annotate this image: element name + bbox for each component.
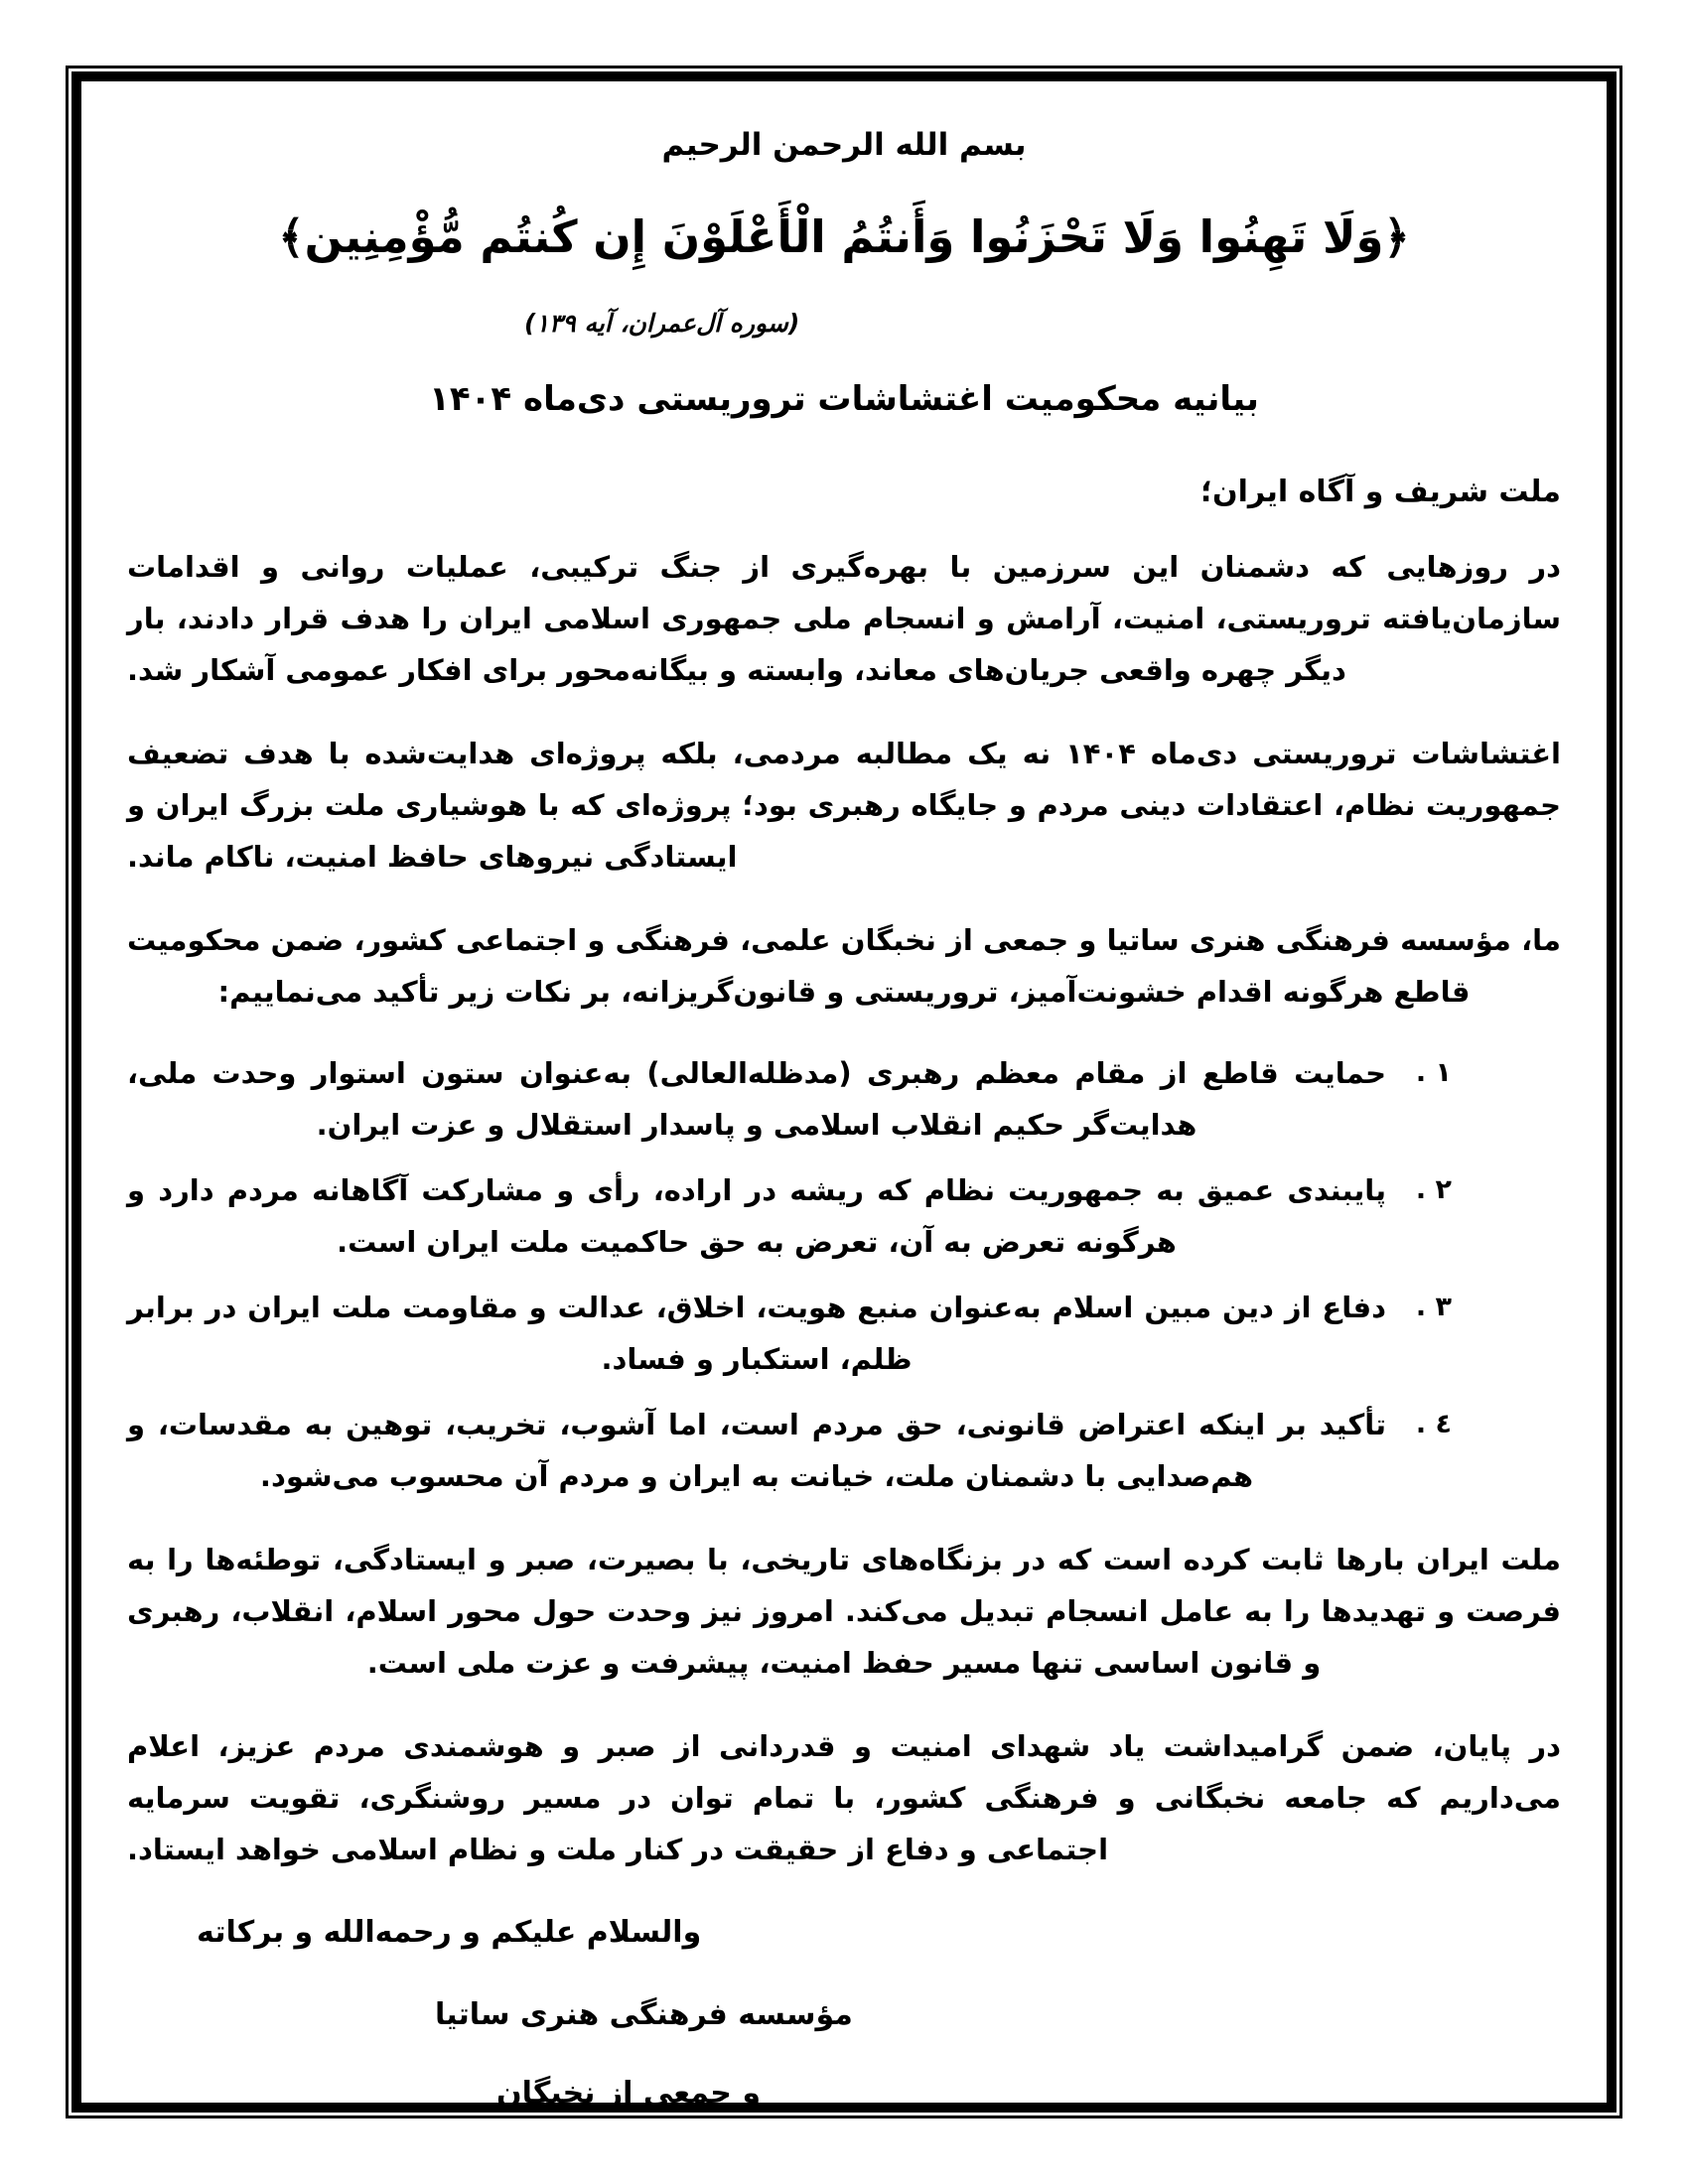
points-list xyxy=(127,1047,1561,1502)
signature-organization: مؤسسه فرهنگی هنری ساتیا xyxy=(435,1997,853,2032)
list-item-text: تأکید بر اینکه اعتراض قانونی، حق مردم است، اما آشوب، تخریب، توهین به مقدسات، و هم‌صدایی با دشمنان ملت، خیانت به ایران و مردم آن محسوب می‌شود. xyxy=(127,1408,1386,1493)
list-item-text: پایبندی عمیق به جمهوریت نظام که ریشه در اراده، رأی و مشارکت آگاهانه مردم دارد و هرگونه تعرض به آن، تعرض به حق حاکمیت ملت ایران است. xyxy=(127,1173,1386,1259)
statement-title: بیانیه محکومیت اغتشاشات تروریستی دی‌ماه ۱۴۰۴ xyxy=(429,379,1259,419)
quran-verse: ﴿وَلَا تَهِنُوا وَلَا تَحْزَنُوا وَأَنتُمُ الْأَعْلَوْنَ إِن كُنتُم مُّؤْمِنِين﴾ xyxy=(278,210,1410,263)
list-item xyxy=(127,1282,1452,1385)
list-item-number: ۱ . xyxy=(1415,1057,1452,1088)
paragraph-nation: ملت ایران بارها ثابت کرده است که در بزنگاه‌های تاریخی، با بصیرت، صبر و ایستادگی، توطئه‌ها را به فرصت و تهدیدها را به عامل انسجام تبدیل می‌کند. امروز نیز وحدت حول محور اسلام، انقلاب، رهبری و قانون اساسی تنها مسیر حفظ امنیت، پیشرفت و عزت ملی است. xyxy=(127,1543,1561,1680)
verse-citation: (سوره آل‌عمران، آیه ۱۳۹) xyxy=(524,309,800,338)
list-item-number: ٤ . xyxy=(1415,1409,1452,1439)
list-item-text: حمایت قاطع از مقام معظم رهبری (مدظله‌العالی) به‌عنوان ستون استوار وحدت ملی، هدایت‌گر حکیم انقلاب اسلامی و پاسدار استقلال و عزت ایران. xyxy=(127,1056,1386,1142)
statement-content xyxy=(81,81,1607,2111)
paragraph-closing: در پایان، ضمن گرامیداشت یاد شهدای امنیت و قدردانی از صبر و هوشمندی مردم عزیز، اعلام می‌داریم که جامعه نخبگانی و فرهنگی کشور، با تمام توان در مسیر روشنگری، تقویت سرمایه اجتماعی و دفاع از حقیقت در کنار ملت و نظام اسلامی خواهد ایستاد. xyxy=(127,1729,1561,1866)
list-item xyxy=(127,1047,1452,1151)
paragraph-intro: در روزهایی که دشمنان این سرزمین با بهره‌گیری از جنگ ترکیبی، عملیات روانی و اقدامات سازمان‌یافته تروریستی، امنیت، آرامش و انسجام ملی جمهوری اسلامی ایران را هدف قرار دادند، بار دیگر چهره واقعی جریان‌های معاند، وابسته و بیگانه‌محور برای افکار عمومی آشکار شد. xyxy=(127,550,1561,687)
paragraph-declaration: ما، مؤسسه فرهنگی هنری ساتیا و جمعی از نخبگان علمی، فرهنگی و اجتماعی کشور، ضمن محکومیت قاطع هرگونه اقدام خشونت‌آمیز، تروریستی و قانون‌گریزانه، بر نکات زیر تأکید می‌نماییم: xyxy=(127,923,1561,1009)
list-item xyxy=(127,1164,1452,1268)
signature-group: و جمعی از نخبگان xyxy=(496,2076,762,2111)
list-item xyxy=(127,1399,1452,1502)
list-item-number: ۲ . xyxy=(1415,1174,1452,1205)
farewell-line: والسلام علیکم و رحمه‌الله و برکاته xyxy=(197,1915,702,1950)
list-item-number: ۳ . xyxy=(1415,1292,1452,1322)
salutation: ملت شریف و آگاه ایران؛ xyxy=(1200,475,1561,509)
bismillah: بسم الله الرحمن الرحیم xyxy=(661,127,1027,163)
list-item-text: دفاع از دین مبین اسلام به‌عنوان منبع هویت، اخلاق، عدالت و مقاومت ملت ایران در برابر ظلم، استکبار و فساد. xyxy=(127,1291,1386,1376)
paragraph-riots: اغتشاشات تروریستی دی‌ماه ۱۴۰۴ نه یک مطالبه مردمی، بلکه پروژه‌ای هدایت‌شده با هدف تضعیف جمهوریت نظام، اعتقادات دینی مردم و جایگاه رهبری بود؛ پروژه‌ای که با هوشیاری ملت بزرگ ایران و ایستادگی نیروهای حافظ امنیت، ناکام ماند. xyxy=(127,737,1561,874)
